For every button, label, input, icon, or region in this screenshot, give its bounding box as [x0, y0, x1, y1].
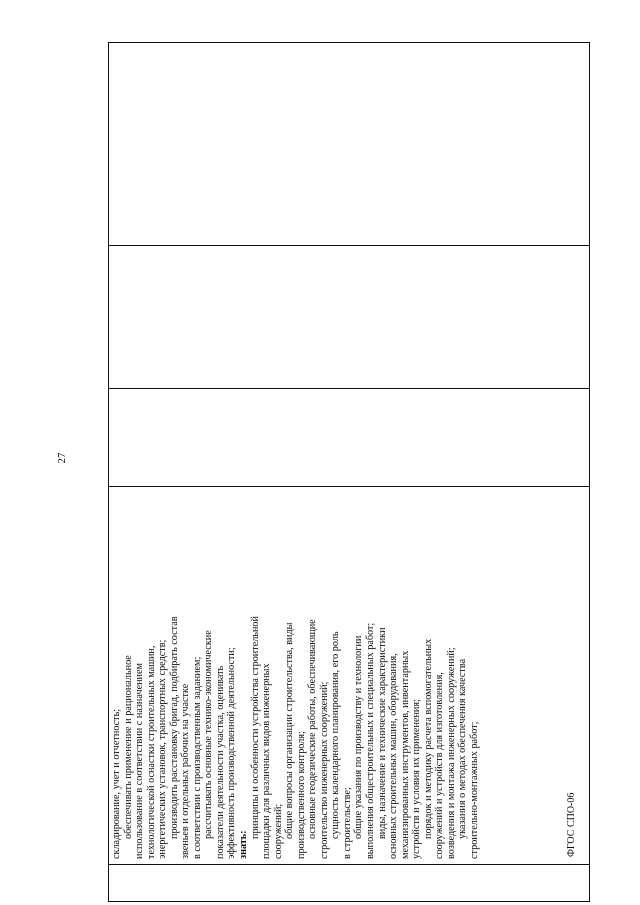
table-text-line: основных строительных машин, оборудования,	[388, 653, 400, 859]
document-footer: ФГОС СПО-06	[566, 792, 577, 857]
rotated-page-region	[108, 41, 590, 902]
table-text-line: обеспечивать применение и рациональное	[122, 655, 134, 839]
table-text-line: основные геодезические работы, обеспечивающие	[307, 619, 319, 839]
table-text-line: использование в соответствии с назначением	[134, 663, 146, 859]
page-number: 27	[56, 452, 68, 464]
table-text-line: виды, назначение и технические характеристики	[376, 627, 388, 839]
table-text-line: звеньев и отдельных рабочих на участке	[180, 683, 192, 859]
table-text-line: технологической оснастки строительных машин,	[145, 645, 157, 859]
table-text-line: рассчитывать основные технико-экономические	[203, 630, 215, 839]
table-text-line: устройств и условия их применения;	[411, 699, 423, 859]
table-text-line: указания о методах обеспечения качества	[457, 658, 469, 839]
table-text-line: в строительстве;	[341, 787, 353, 859]
table-text-line: производственного контроля;	[295, 731, 307, 859]
table-column-3	[108, 389, 590, 487]
table-text-line: общие указания по производству и технологии	[353, 635, 365, 839]
table-text-line: энергетических установок, транспортных средств;	[157, 639, 169, 859]
table-text-line: строительно-монтажных работ;	[468, 721, 480, 859]
table-text-line: строительство инженерных сооружений;	[318, 681, 330, 859]
table-text-line: порядок и методику расчета вспомогательных	[422, 638, 434, 839]
table-text-line: механизированных инструментов, инвентарных	[399, 650, 411, 859]
table-text-line: в соответствии с производственным заданием;	[191, 656, 203, 859]
table-text-line: сооружений и устройств для изготовления,	[434, 672, 446, 859]
table-column-4	[108, 246, 590, 389]
table-text-line: принципы и особенности устройства строительной	[249, 616, 261, 839]
table-text-line: эффективность производственной деятельности;	[226, 647, 238, 859]
table-text-line: показатели деятельности участка, оценивать	[214, 665, 226, 859]
table-text-line: складирование, учет и отчетность;	[111, 708, 122, 859]
table-content	[108, 41, 590, 902]
table-text-line: выполнения общестроительных и специальных работ;	[365, 622, 377, 859]
table-text-line: сооружений;	[272, 803, 284, 859]
table-column-5	[108, 42, 590, 246]
table-text-line: общие вопросы организации строительства, виды	[284, 622, 296, 839]
table-text-line: сущность календарного планирования, его роль	[330, 631, 342, 839]
table-text-line: площадки для различных видов инженерных	[261, 663, 273, 859]
table-text-line: производить расстановку бригад, подбирать состав	[168, 616, 180, 839]
table-text-line: возведения и монтажа инженерных сооружений;	[445, 647, 457, 859]
table-column-text	[108, 487, 590, 865]
table-column-1	[108, 865, 590, 902]
table-text-line: знать:	[238, 830, 250, 859]
